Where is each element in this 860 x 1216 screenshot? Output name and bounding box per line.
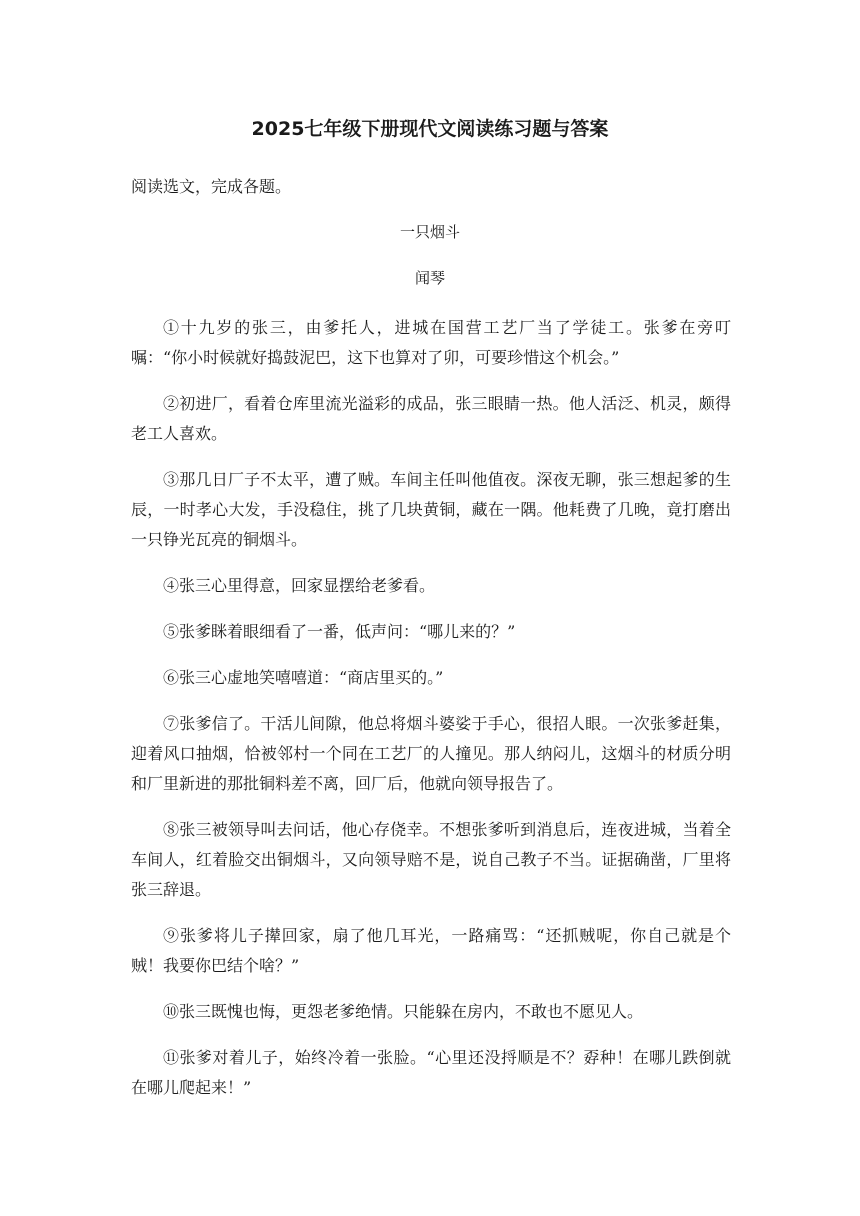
paragraph-4: ④张三心里得意，回家显摆给老爹看。 [163,576,436,595]
paragraph-6: ⑥张三心虚地笑嘻嘻道：“商店里买的。” [163,668,444,687]
reading-instruction: 阅读选文，完成各题。 [131,177,292,196]
story-author: 闻琴 [414,269,445,287]
story-body [131,313,731,1119]
paragraph-9: ⑨张爹将儿子撵回家，扇了他几耳光，一路痛骂：“还抓贼呢，你自己就是个贼！我要你巴结个啥？” [131,926,731,975]
paragraph-10: ⑩张三既愧也悔，更怨老爹绝情。只能躲在房内，不敢也不愿见人。 [163,1002,644,1021]
paragraph-8: ⑧张三被领导叫去问话，他心存侥幸。不想张爹听到消息后，连夜进城，当着全车间人，红着脸交出铜烟斗，又向领导赔不是，说自己教子不当。证据确凿，厂里将张三辞退。 [131,820,731,899]
paragraph-1: ①十九岁的张三，由爹托人，进城在国营工艺厂当了学徒工。张爹在旁叮嘱：“你小时候就好捣鼓泥巴，这下也算对了卯，可要珍惜这个机会。” [131,318,731,367]
paragraph-5: ⑤张爹眯着眼细看了一番，低声问：“哪儿来的？” [163,622,516,641]
paragraph-3: ③那几日厂子不太平，遭了贼。车间主任叫他值夜。深夜无聊，张三想起爹的生辰，一时孝心大发，手没稳住，挑了几块黄铜，藏在一隅。他耗费了几晚，竟打磨出一只铮光瓦亮的铜烟斗。 [131,470,731,549]
document-title: 2025七年级下册现代文阅读练习题与答案 [251,118,609,140]
paragraph-11: ⑪张爹对着儿子，始终冷着一张脸。“心里还没捋顺是不？孬种！在哪儿跌倒就在哪儿爬起来！” [131,1048,731,1097]
story-title: 一只烟斗 [399,223,460,241]
paragraph-2: ②初进厂，看着仓库里流光溢彩的成品，张三眼睛一热。他人活泛、机灵，颇得老工人喜欢。 [131,394,731,443]
paragraph-7: ⑦张爹信了。干活儿间隙，他总将烟斗婆娑于手心，很招人眼。一次张爹赶集，迎着风口抽烟，恰被邻村一个同在工艺厂的人撞见。那人纳闷儿，这烟斗的材质分明和厂里新进的那批铜料差不离，回厂后，他就向领导报告了。 [131,714,731,793]
